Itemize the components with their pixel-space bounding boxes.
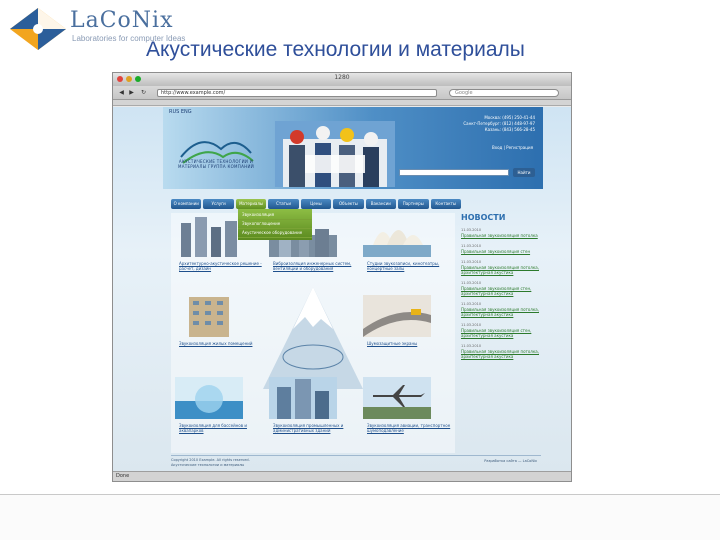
site-footer	[171, 455, 541, 469]
menu-item-materials[interactable]: Материалы	[236, 199, 266, 209]
card-caption: Звукоизоляция авиации, транспортное шумоподавление	[367, 423, 451, 433]
card-caption: Звукоизоляция промышленных и административных зданий	[273, 423, 344, 433]
card-caption: Виброизоляция инженерных систем, вентиляции и оборудования	[273, 261, 352, 271]
news-item[interactable]	[461, 323, 541, 338]
news-date: 11.03.2010	[461, 281, 482, 285]
content-grid	[171, 213, 455, 453]
back-arrow-icon[interactable]: ◀	[119, 89, 124, 96]
card-caption: Звукоизоляция для бассейнов и аквапарков	[179, 423, 247, 433]
menu-item-prices[interactable]: Цены	[301, 199, 331, 209]
phone-kazan: Казань: (843) 566-28-45	[484, 127, 535, 132]
water-drop-image	[175, 377, 243, 419]
news-item[interactable]	[461, 302, 541, 317]
browser-window	[112, 72, 572, 482]
submenu-item-absorption[interactable]: Звукопоглощение	[238, 220, 312, 229]
highway-image	[363, 295, 431, 337]
contact-phones	[463, 115, 535, 133]
card-pools[interactable]	[175, 377, 263, 437]
news-date: 11.03.2010	[461, 260, 482, 264]
website	[163, 107, 543, 471]
login-links[interactable]: Вход | Регистрация	[491, 145, 533, 150]
laconix-logo-icon	[8, 6, 68, 52]
menu-item-about[interactable]: О компании	[171, 199, 201, 209]
mountain-logo-image	[263, 279, 363, 389]
main-menu	[171, 199, 461, 209]
menu-item-contacts[interactable]: Контакты	[431, 199, 461, 209]
menu-item-vacancies[interactable]: Вакансии	[366, 199, 396, 209]
materials-submenu	[238, 209, 312, 240]
submenu-item-soundproofing[interactable]: Звукоизоляция	[238, 211, 312, 220]
card-studios[interactable]	[363, 215, 451, 275]
browser-titlebar	[113, 73, 571, 86]
slide-footer-band	[0, 495, 720, 540]
site-search-button[interactable]: Найти	[513, 168, 535, 177]
card-caption: Студии звукозаписи, кинотеатры, концертные залы	[367, 261, 440, 271]
browser-toolbar	[113, 86, 571, 100]
news-date: 11.03.2010	[461, 302, 482, 306]
browser-status-bar: Done	[113, 471, 571, 481]
site-header	[163, 107, 543, 189]
news-date: 11.03.2010	[461, 344, 482, 348]
brand-subtitle: Laboratories for computer Ideas	[72, 34, 186, 43]
skyscrapers-image	[175, 215, 243, 257]
news-link[interactable]: Правильная звукоизоляция стен	[461, 249, 531, 254]
card-noise-barriers[interactable]	[363, 295, 451, 355]
menu-item-services[interactable]: Услуги	[203, 199, 233, 209]
menu-item-objects[interactable]: Объекты	[333, 199, 363, 209]
apartment-building-image	[175, 295, 243, 337]
news-link[interactable]: Правильная звукоизоляция стен, архитектурная акустика	[461, 328, 532, 338]
card-aviation[interactable]	[363, 377, 451, 437]
language-switch[interactable]: RUS ENG	[169, 109, 192, 115]
news-date: 11.03.2010	[461, 323, 482, 327]
news-item[interactable]	[461, 260, 541, 275]
card-caption: Звукоизоляция жилых помещений	[179, 341, 253, 346]
footer-company-text: Акустические технологии и материалы	[171, 463, 245, 467]
news-item[interactable]	[461, 228, 541, 238]
menu-item-articles[interactable]: Статьи	[268, 199, 298, 209]
address-bar[interactable]: http://www.example.com/	[157, 89, 437, 97]
developer-link[interactable]: Разработка сайта — LaCoNix	[484, 459, 537, 463]
news-link[interactable]: Правильная звукоизоляция стен, архитектурная акустика	[461, 286, 532, 296]
site-logo-icon	[171, 127, 261, 182]
browser-search-field[interactable]: Google	[449, 89, 559, 97]
page-viewport	[113, 107, 571, 471]
menu-item-partners[interactable]: Партнеры	[398, 199, 428, 209]
card-caption: Шумозащитные экраны	[367, 341, 418, 346]
office-buildings-image	[269, 377, 337, 419]
reload-icon[interactable]: ↻	[140, 89, 147, 96]
airplane-image	[363, 377, 431, 419]
news-item[interactable]	[461, 344, 541, 359]
engineers-photo	[275, 121, 395, 187]
slide-title: Акустические технологии и материалы	[146, 38, 525, 61]
news-link[interactable]: Правильная звукоизоляция потолка, архитектурная акустика	[461, 265, 539, 275]
news-date: 11.03.2010	[461, 244, 482, 248]
card-residential[interactable]	[175, 295, 263, 355]
news-item[interactable]	[461, 244, 541, 254]
phone-spb: Санкт-Петербург: (812) 448-97-97	[463, 121, 535, 126]
copyright-text: Copyright 2010 Example. All rights reserved.	[171, 458, 250, 462]
brand-name: LaCoNix	[70, 8, 174, 33]
card-industrial[interactable]	[269, 377, 357, 437]
phone-moscow: Москва: (495) 250-41-44	[484, 115, 535, 120]
news-item[interactable]	[461, 281, 541, 296]
news-link[interactable]: Правильная звукоизоляция потолка	[461, 233, 538, 238]
news-heading: НОВОСТИ	[461, 213, 506, 222]
site-logo-text: АКУСТИЧЕСКИЕ ТЕХНОЛОГИИ И МАТЕРИАЛЫ ГРУППА КОМПАНИЙ	[177, 159, 255, 169]
news-link[interactable]: Правильная звукоизоляция потолка, архитектурная акустика	[461, 307, 539, 317]
news-date: 11.03.2010	[461, 228, 482, 232]
submenu-item-equipment[interactable]: Акустическое оборудование	[238, 229, 312, 238]
window-title: 1280	[334, 74, 350, 81]
card-caption: Архитектурно-акустическое решение - расчет, дизайн	[179, 261, 262, 271]
site-search-input[interactable]	[399, 169, 509, 176]
news-link[interactable]: Правильная звукоизоляция потолка, архитектурная акустика	[461, 349, 539, 359]
opera-house-image	[363, 215, 431, 257]
forward-arrow-icon[interactable]: ▶	[129, 89, 134, 96]
news-column	[461, 213, 541, 453]
bookmarks-bar	[113, 100, 571, 106]
